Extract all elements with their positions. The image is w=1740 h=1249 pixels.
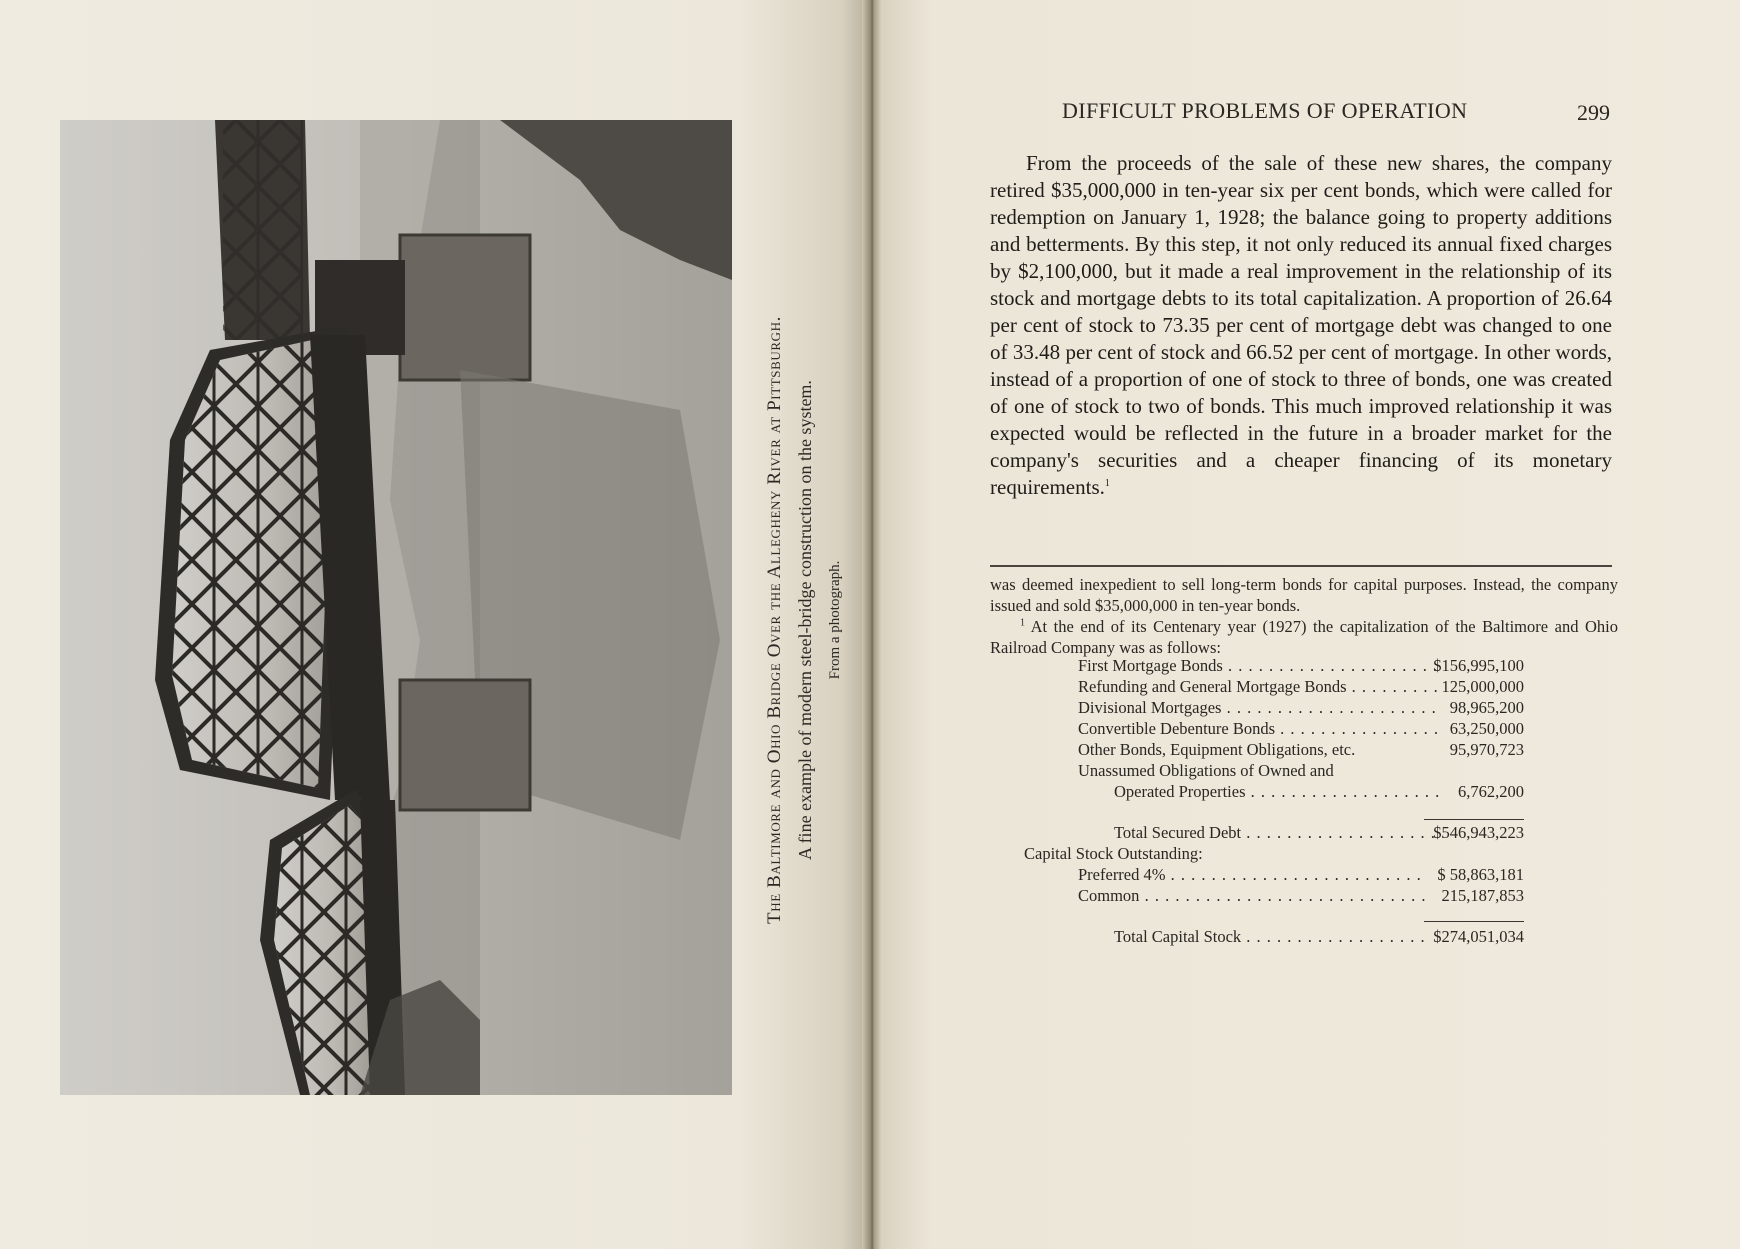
row-label: Unassumed Obligations of Owned and <box>1078 761 1334 780</box>
table-row <box>990 844 1550 865</box>
row-value: 215,187,853 <box>1441 886 1524 905</box>
table-row <box>990 782 1550 803</box>
page-number: 299 <box>1577 100 1610 125</box>
row-label: Total Capital Stock . . . <box>1114 927 1426 947</box>
footnote-1 <box>990 616 1618 658</box>
running-head: DIFFICULT PROBLEMS OF OPERATION <box>1062 98 1468 123</box>
row-label: Other Bonds, Equipment Obligations, etc. <box>1078 740 1356 759</box>
row-label: First Mortgage Bonds . . . <box>1078 656 1443 676</box>
total-rule <box>1424 921 1524 922</box>
table-row <box>990 886 1550 907</box>
table-row <box>990 698 1550 719</box>
caption-title: The Baltimore and Ohio Bridge Over the Allegheny River at Pittsburgh. <box>764 316 785 924</box>
footnote-1-marker: 1 <box>1020 617 1025 629</box>
row-value: 98,965,200 <box>1449 698 1524 717</box>
body-paragraph <box>990 150 1612 501</box>
body-text <box>990 150 1612 501</box>
table-spacer <box>990 803 1550 823</box>
footnotes <box>990 574 1618 658</box>
caption-source: From a photograph. <box>827 560 843 680</box>
row-value: 95,970,723 <box>1449 740 1524 759</box>
capitalization-table <box>990 656 1550 948</box>
book-gutter <box>862 0 882 1249</box>
row-value: 6,762,200 <box>1458 782 1524 801</box>
table-row <box>990 740 1550 761</box>
row-label: Divisional Mortgages . . . <box>1078 698 1443 718</box>
plate-caption <box>760 130 850 1110</box>
row-value: 125,000,000 <box>1441 677 1524 696</box>
footnote-ref: 1 <box>1104 478 1110 489</box>
subtotal-rule <box>1424 819 1524 820</box>
row-value: $156,995,100 <box>1433 656 1524 675</box>
row-label: Operated Properties . . . <box>1114 782 1443 802</box>
table-row <box>990 719 1550 740</box>
row-value: $546,943,223 <box>1433 823 1524 842</box>
table-row <box>990 761 1550 782</box>
row-value: $ 58,863,181 <box>1437 865 1524 884</box>
row-label: Refunding and General Mortgage Bonds . . . <box>1078 677 1443 697</box>
table-row <box>990 865 1550 886</box>
row-label: Total Secured Debt . . . <box>1114 823 1443 843</box>
table-row <box>990 656 1550 677</box>
footnote-1-text: At the end of its Centenary year (1927) the capitalization of the Baltimore and Ohio Railroad Company was as follows: <box>990 617 1618 657</box>
table-row <box>990 677 1550 698</box>
body-paragraph-text: From the proceeds of the sale of these new shares, the company retired $35,000,000 in ten-year six per cent bonds, which were called for redemption on January 1, 1928; the balance going to property additions and betterments. By this step, it not only reduced its annual fixed charges by $2,100,000, but it made a real improvement in the relationship of its stock and mortgage debts to its total capitalization. A proportion of 26.64 per cent of stock to 73.35 per cent of mortgage debt was changed to one of 33.48 per cent of stock and 66.52 per cent of mortgage. In other words, instead of a proportion of one of stock to three of bonds, one was created of one of stock to two of bonds. This much improved relationship it was expected would be reflected in the future in a broader market for the company's securities and a cheaper financing of its monetary requirements. <box>990 151 1612 499</box>
row-value: 63,250,000 <box>1449 719 1524 738</box>
caption-subtitle: A fine example of modern steel-bridge construction on the system. <box>795 380 815 860</box>
row-value: $274,051,034 <box>1433 927 1524 946</box>
row-heading: Capital Stock Outstanding: <box>1024 844 1203 863</box>
row-label: Common . . . <box>1078 886 1426 906</box>
table-spacer <box>990 907 1550 927</box>
row-label: Convertible Debenture Bonds . . . <box>1078 719 1443 739</box>
table-row <box>990 823 1550 844</box>
footnote-continuation: was deemed inexpedient to sell long-term bonds for capital purposes. Instead, the company issued and sold $35,000,000 in ten-year bonds. <box>990 575 1618 615</box>
table-row <box>990 927 1550 948</box>
footnote-rule <box>990 565 1612 567</box>
bridge-photograph <box>60 120 732 1095</box>
row-label: Preferred 4% . . . <box>1078 865 1426 885</box>
